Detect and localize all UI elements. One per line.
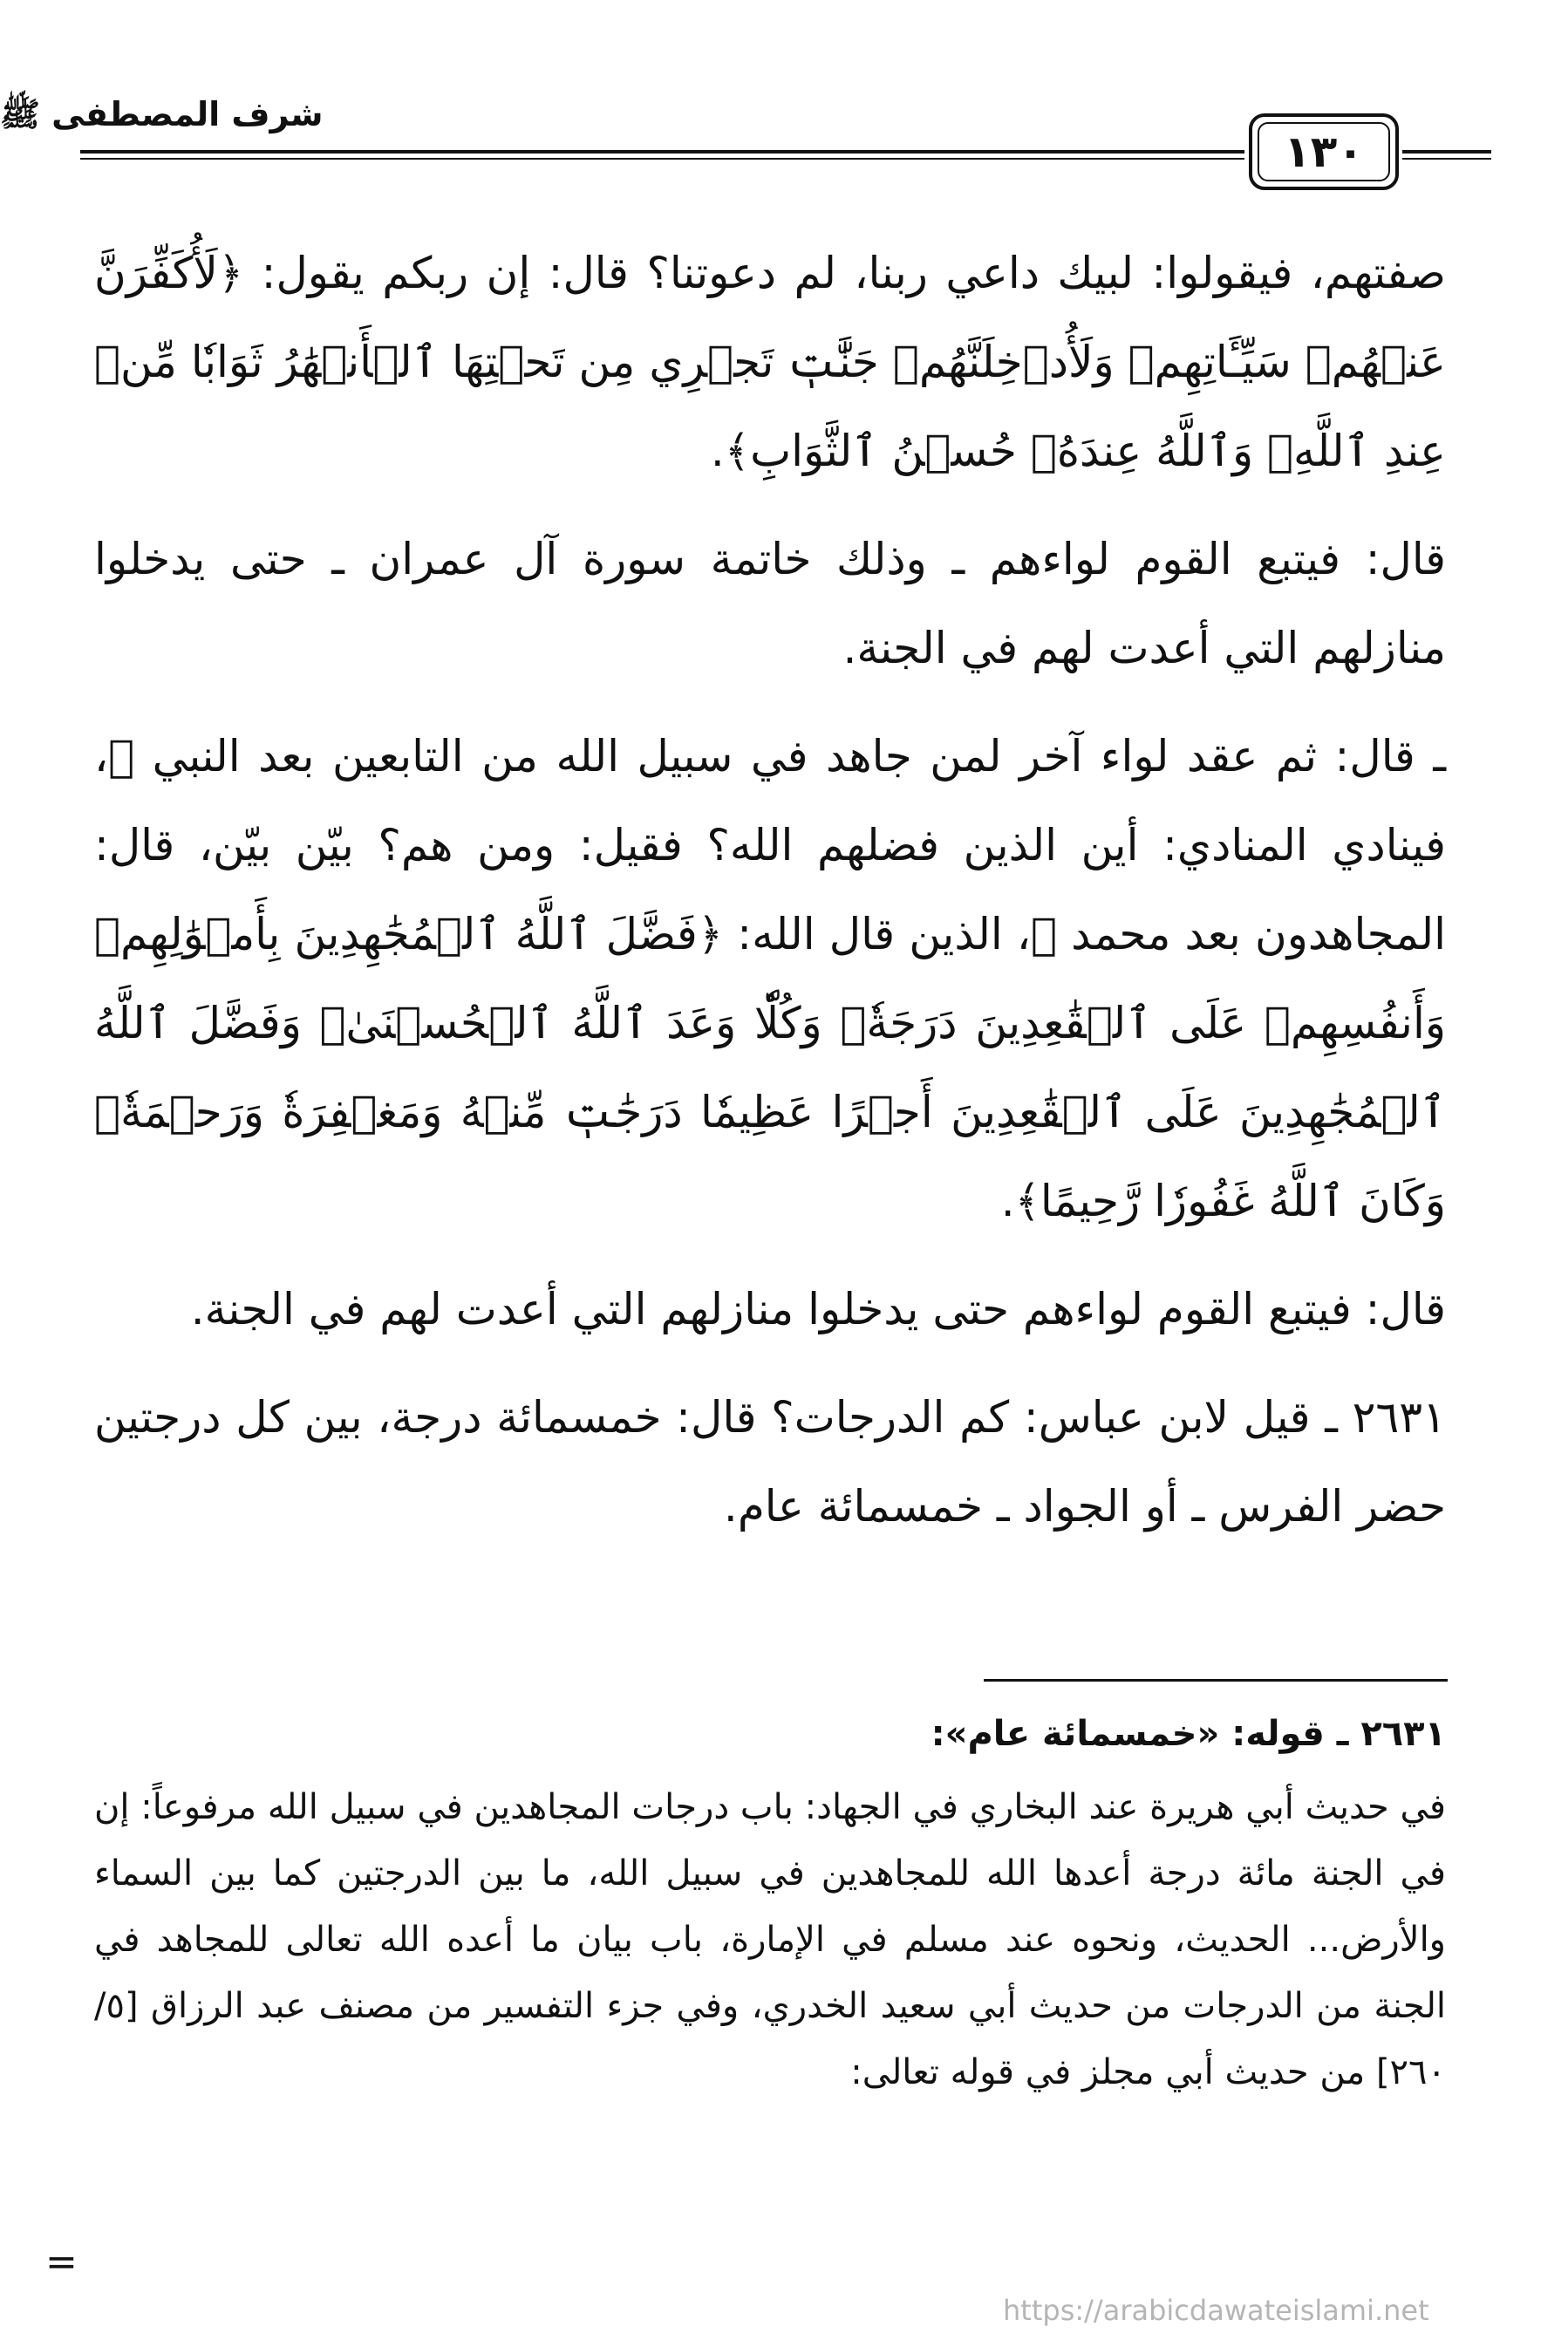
footnote-separator: [984, 1679, 1448, 1682]
watermark-url: https://arabicdawateislami.net: [1003, 2294, 1429, 2327]
footnote-heading: ٢٦٣١ ـ قوله: «خمسمائة عام»:: [931, 1714, 1446, 1754]
paragraph-3: ـ قال: ثم عقد لواء آخر لمن جاهد في سبيل الله من التابعين بعد النبي ﷺ، فينادي المنادي: أين الذين فضلهم الله؟ فقيل: ومن هم؟ بيّن بيّن، قال: المجاهدون بعد محمد ﷺ، الذين قال الله: ﴿فَضَّلَ ٱللَّهُ ٱلۡمُجَٰهِدِينَ بِأَمۡوَٰلِهِمۡ وَأَنفُسِهِمۡ عَلَى ٱلۡقَٰعِدِينَ دَرَجَةٗۚ وَكُلّٗا وَعَدَ ٱللَّهُ ٱلۡحُسۡنَىٰۚ وَفَضَّلَ ٱللَّهُ ٱلۡمُجَٰهِدِينَ عَلَى ٱلۡقَٰعِدِينَ أَجۡرًا عَظِيمٗا دَرَجَٰتٖ مِّنۡهُ وَمَغۡفِرَةٗ وَرَحۡمَةٗۚ وَكَانَ ٱللَّهُ غَفُورٗا رَّحِيمًا﴾.: [94, 731, 1446, 1226]
paragraph-2: قال: فيتبع القوم لواءهم ـ وذلك خاتمة سورة آل عمران ـ حتى يدخلوا منازلهم التي أعدت لهم في الجنة.: [94, 534, 1446, 673]
footnote: [94, 1701, 1446, 2105]
paragraph-5: ٢٦٣١ ـ قيل لابن عباس: كم الدرجات؟ قال: خمسمائة درجة، بين كل درجتين حضر الفرس ـ أو الجواد ـ خمسمائة عام.: [94, 1392, 1446, 1532]
page-number-box: [1249, 113, 1399, 190]
book-title: شرف المصطفى ﷺ: [0, 95, 324, 133]
header-rule: [80, 150, 1244, 154]
footnote-continuation-mark: =: [45, 2240, 78, 2284]
header-rule-thin: [80, 158, 1244, 160]
header-rule-right: [1402, 150, 1491, 154]
paragraph-4: قال: فيتبع القوم لواءهم حتى يدخلوا منازلهم التي أعدت لهم في الجنة.: [190, 1284, 1446, 1334]
header-rule-right-thin: [1402, 158, 1491, 160]
page-number: ١٣٠: [1284, 126, 1364, 177]
main-text: [94, 229, 1446, 1570]
footnote-text: في حديث أبي هريرة عند البخاري في الجهاد: باب درجات المجاهدين في سبيل الله مرفوعاً: إن في الجنة مائة درجة أعدها الله للمجاهدين في سبيل الله، ما بين الدرجتين كما بين السماء والأرض... الحديث، ونحوه عند مسلم في الإمارة، باب بيان ما أعده الله تعالى للمجاهد في الجنة من الدرجات من حديث أبي سعيد الخدري، وفي جزء التفسير من مصنف عبد الرزاق [٥/ ٢٦٠] من حديث أبي مجلز في قوله تعالى:: [94, 1787, 1446, 2092]
paragraph-1: صفتهم، فيقولوا: لبيك داعي ربنا، لم دعوتنا؟ قال: إن ربكم يقول: ﴿لَأُكَفِّرَنَّ عَنۡهُمۡ سَيِّـَٔاتِهِمۡ وَلَأُدۡخِلَنَّهُمۡ جَنَّٰتٖ تَجۡرِي مِن تَحۡتِهَا ٱلۡأَنۡهَٰرُ ثَوَابٗا مِّنۡ عِندِ ٱللَّهِۚ وَٱللَّهُ عِندَهُۥ حُسۡنُ ٱلثَّوَابِ﴾.: [94, 248, 1446, 476]
